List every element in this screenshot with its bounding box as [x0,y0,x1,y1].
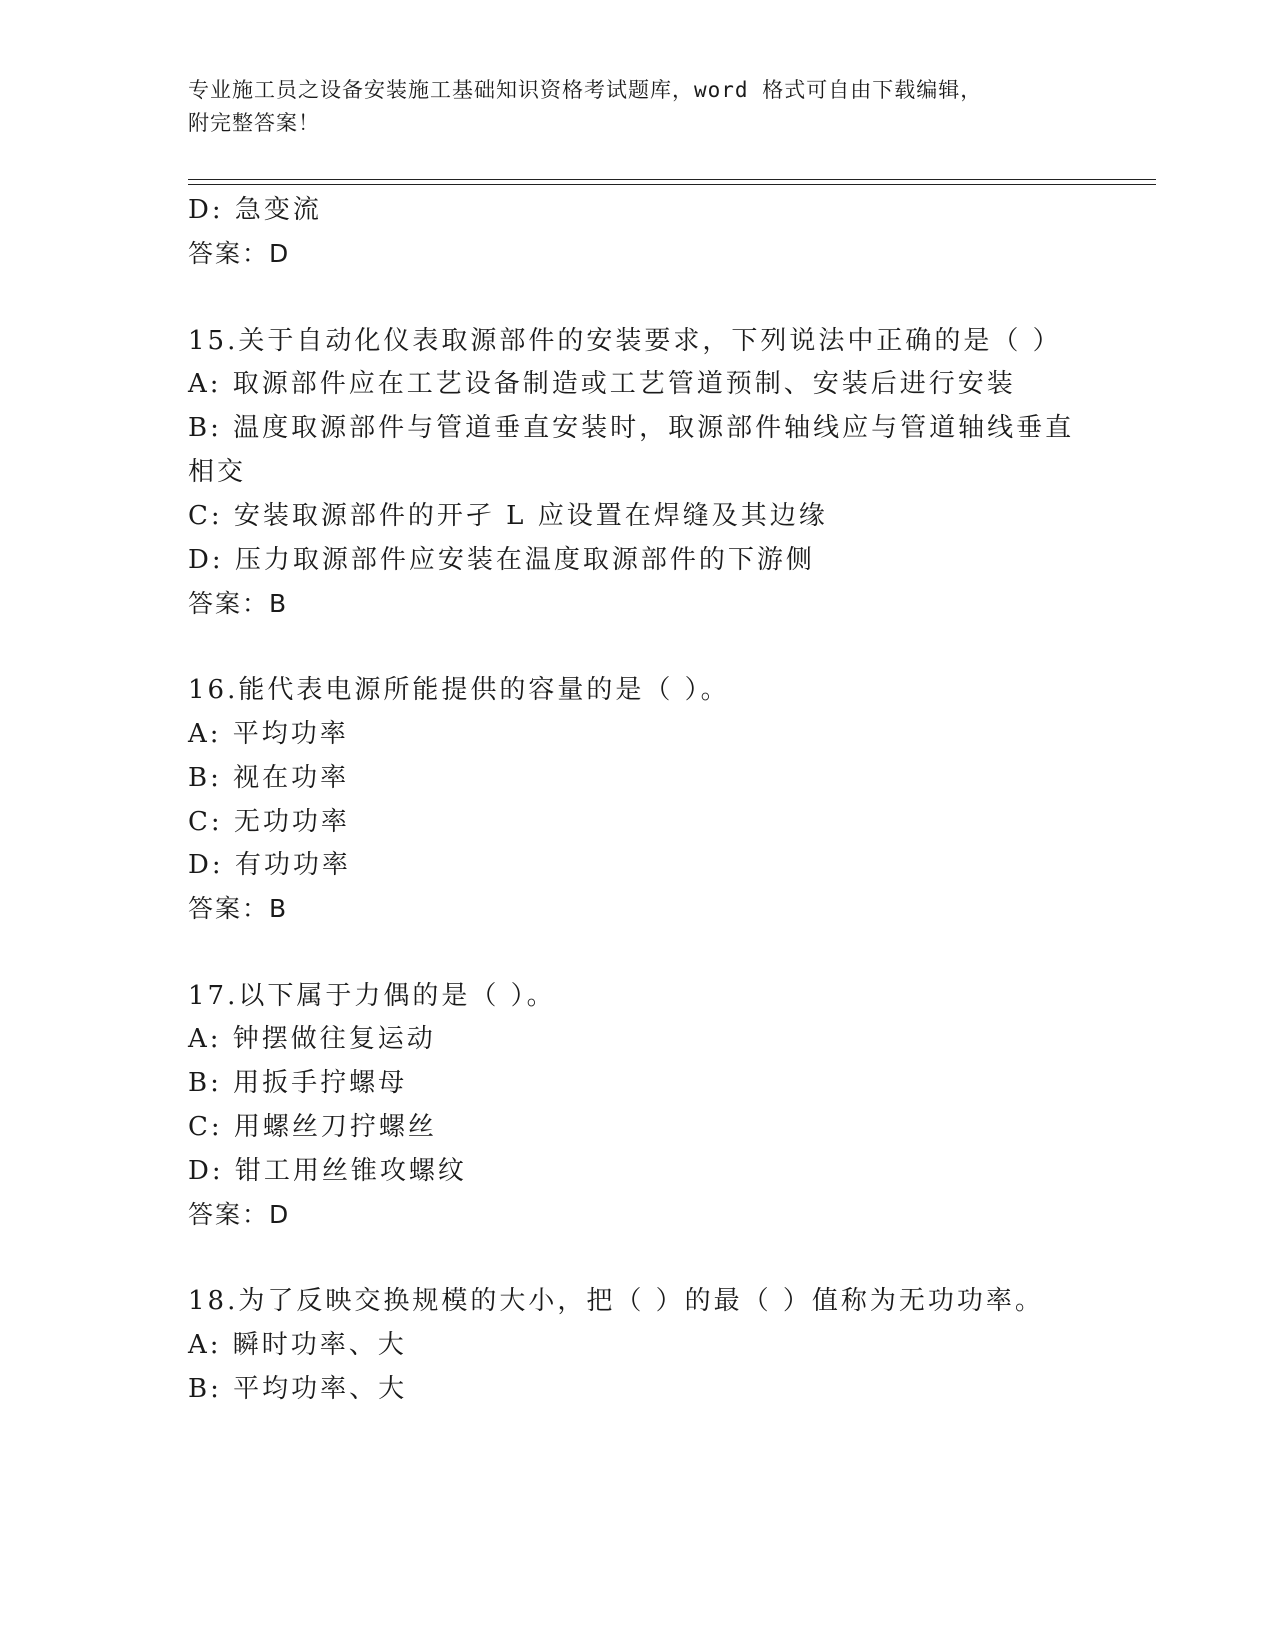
q18-option-a: A: 瞬时功率、大 [188,1330,407,1360]
q18-stem: 18.为了反映交换规模的大小，把（ ）的最（ ）值称为无功功率。 [188,1286,1044,1316]
q15-answer: 答案：B [188,589,289,618]
q15-option-b-continued: 相交 [188,457,247,487]
q15-option-c: C: 安装取源部件的开孑 L 应设置在焊缝及其边缘 [188,501,828,531]
header-line-1: 专业施工员之设备安装施工基础知识资格考试题库，word 格式可自由下载编辑， [188,78,983,102]
q16-option-b: B: 视在功率 [188,763,350,793]
prev-option-d: D: 急变流 [188,195,322,225]
q16-option-d: D: 有功功率 [188,850,351,880]
q18-option-b: B: 平均功率、大 [188,1374,408,1404]
q16-option-c: C: 无功功率 [188,807,350,837]
q15-option-b: B: 温度取源部件与管道垂直安装时，取源部件轴线应与管道轴线垂直 [188,413,1075,443]
prev-answer: 答案：D [188,239,291,268]
document-header [188,74,1068,140]
q17-option-a: A: 钟摆做往复运动 [188,1024,436,1054]
q15-option-d: D: 压力取源部件应安装在温度取源部件的下游侧 [188,545,815,575]
q15-option-a: A: 取源部件应在工艺设备制造或工艺管道预制、安装后进行安装 [188,369,1016,399]
q16-stem: 16.能代表电源所能提供的容量的是（ ）。 [188,675,730,705]
q16-option-a: A: 平均功率 [188,719,349,749]
q17-option-d: D: 钳工用丝锥攻螺纹 [188,1156,467,1186]
q17-stem: 17.以下属于力偶的是（ ）。 [188,981,556,1011]
q16-answer: 答案：B [188,894,289,923]
q15-stem: 15.关于自动化仪表取源部件的安装要求，下列说法中正确的是（ ） [188,326,1062,356]
q17-option-b: B: 用扳手拧螺母 [188,1068,408,1098]
header-divider-top [188,179,1156,180]
q17-answer: 答案：D [188,1200,291,1229]
header-line-2: 附完整答案！ [188,111,320,135]
q17-option-c: C: 用螺丝刀拧螺丝 [188,1112,437,1142]
header-divider-bottom [188,184,1156,185]
